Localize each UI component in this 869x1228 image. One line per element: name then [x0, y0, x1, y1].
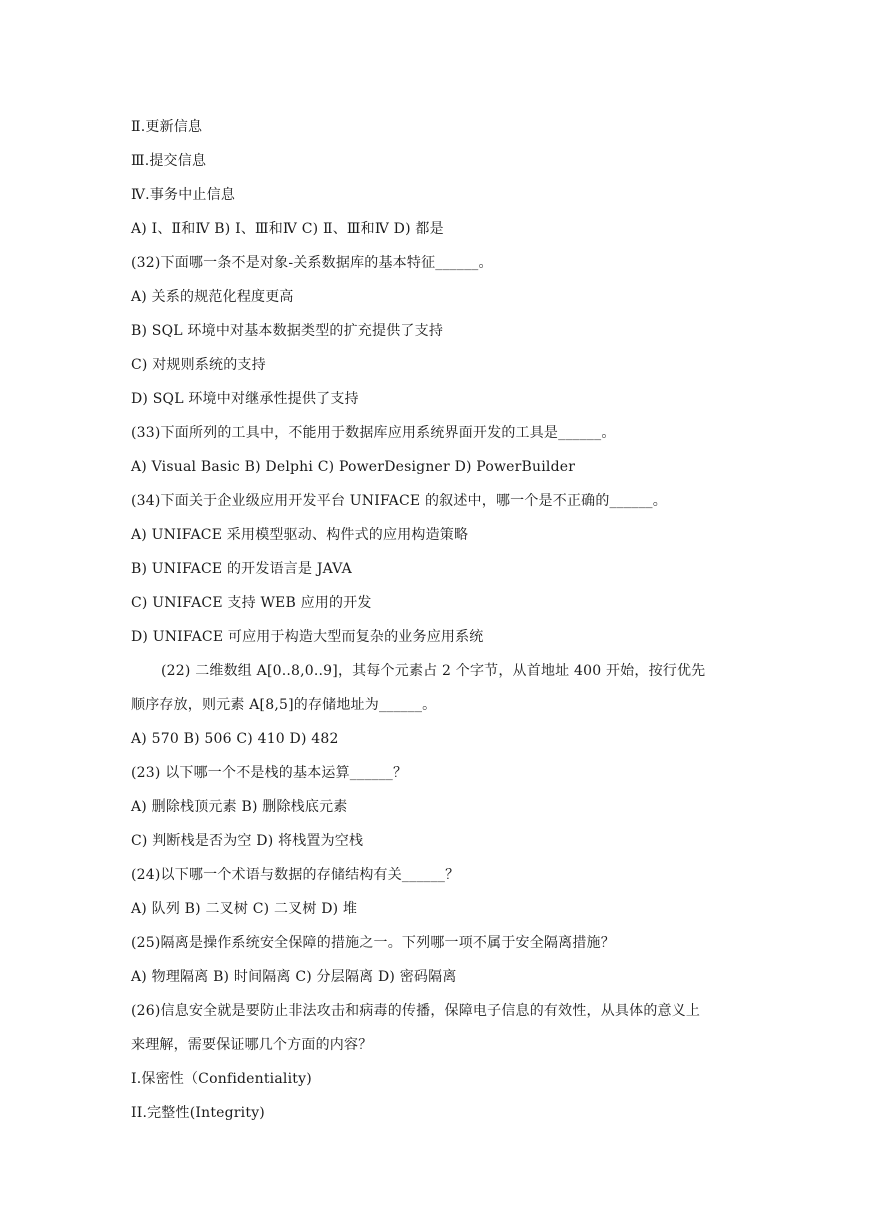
option-a: A) UNIFACE 采用模型驱动、构件式的应用构造策略 [131, 527, 469, 543]
question-22-continued: 顺序存放，则元素 A[8,5]的存储地址为______。 [131, 697, 437, 713]
option-b: B) UNIFACE 的开发语言是 JAVA [131, 561, 352, 577]
option-c: C) 对规则系统的支持 [131, 357, 266, 373]
option-b: B) SQL 环境中对基本数据类型的扩充提供了支持 [131, 323, 444, 339]
question-25: (25)隔离是操作系统安全保障的措施之一。下列哪一项不属于安全隔离措施？ [131, 935, 615, 951]
question-32: (32)下面哪一条不是对象-关系数据库的基本特征______。 [131, 255, 493, 271]
text-line: II.完整性(Integrity) [131, 1105, 265, 1121]
text-line: Ⅲ.提交信息 [131, 153, 207, 169]
answer-options: A) 队列 B) 二叉树 C) 二叉树 D) 堆 [131, 901, 358, 917]
text-line: I.保密性（Confidentiality) [131, 1071, 312, 1087]
option-d: D) UNIFACE 可应用于构造大型而复杂的业务应用系统 [131, 629, 484, 645]
text-line: Ⅳ.事务中止信息 [131, 187, 236, 203]
answer-options: C) 判断栈是否为空 D) 将栈置为空栈 [131, 833, 364, 849]
answer-options: A) Ⅰ、Ⅱ和Ⅳ B) Ⅰ、Ⅲ和Ⅳ C) Ⅱ、Ⅲ和Ⅳ D) 都是 [131, 221, 444, 237]
answer-options: A) Visual Basic B) Delphi C) PowerDesigner D) PowerBuilder [131, 459, 576, 475]
option-a: A) 关系的规范化程度更高 [131, 289, 294, 305]
answer-options: A) 570 B) 506 C) 410 D) 482 [131, 731, 339, 747]
option-c: C) UNIFACE 支持 WEB 应用的开发 [131, 595, 372, 611]
question-26: (26)信息安全就是要防止非法攻击和病毒的传播，保障电子信息的有效性，从具体的意义上 [131, 1003, 701, 1019]
answer-options: A) 物理隔离 B) 时间隔离 C) 分层隔离 D) 密码隔离 [131, 969, 457, 985]
text-line: Ⅱ.更新信息 [131, 119, 203, 135]
document-body [131, 110, 751, 1130]
answer-options: A) 删除栈顶元素 B) 删除栈底元素 [131, 799, 348, 815]
question-22: (22) 二维数组 A[0..8,0..9]，其每个元素占 2 个字节，从首地址 400 开始，按行优先 [161, 663, 706, 679]
option-d: D) SQL 环境中对继承性提供了支持 [131, 391, 359, 407]
question-34: (34)下面关于企业级应用开发平台 UNIFACE 的叙述中，哪一个是不正确的______。 [131, 493, 667, 509]
question-23: (23) 以下哪一个不是栈的基本运算______？ [131, 765, 408, 781]
question-26-continued: 来理解，需要保证哪几个方面的内容？ [131, 1037, 373, 1053]
question-24: (24)以下哪一个术语与数据的存储结构有关______？ [131, 867, 460, 883]
question-33: (33)下面所列的工具中，不能用于数据库应用系统界面开发的工具是______。 [131, 425, 616, 441]
